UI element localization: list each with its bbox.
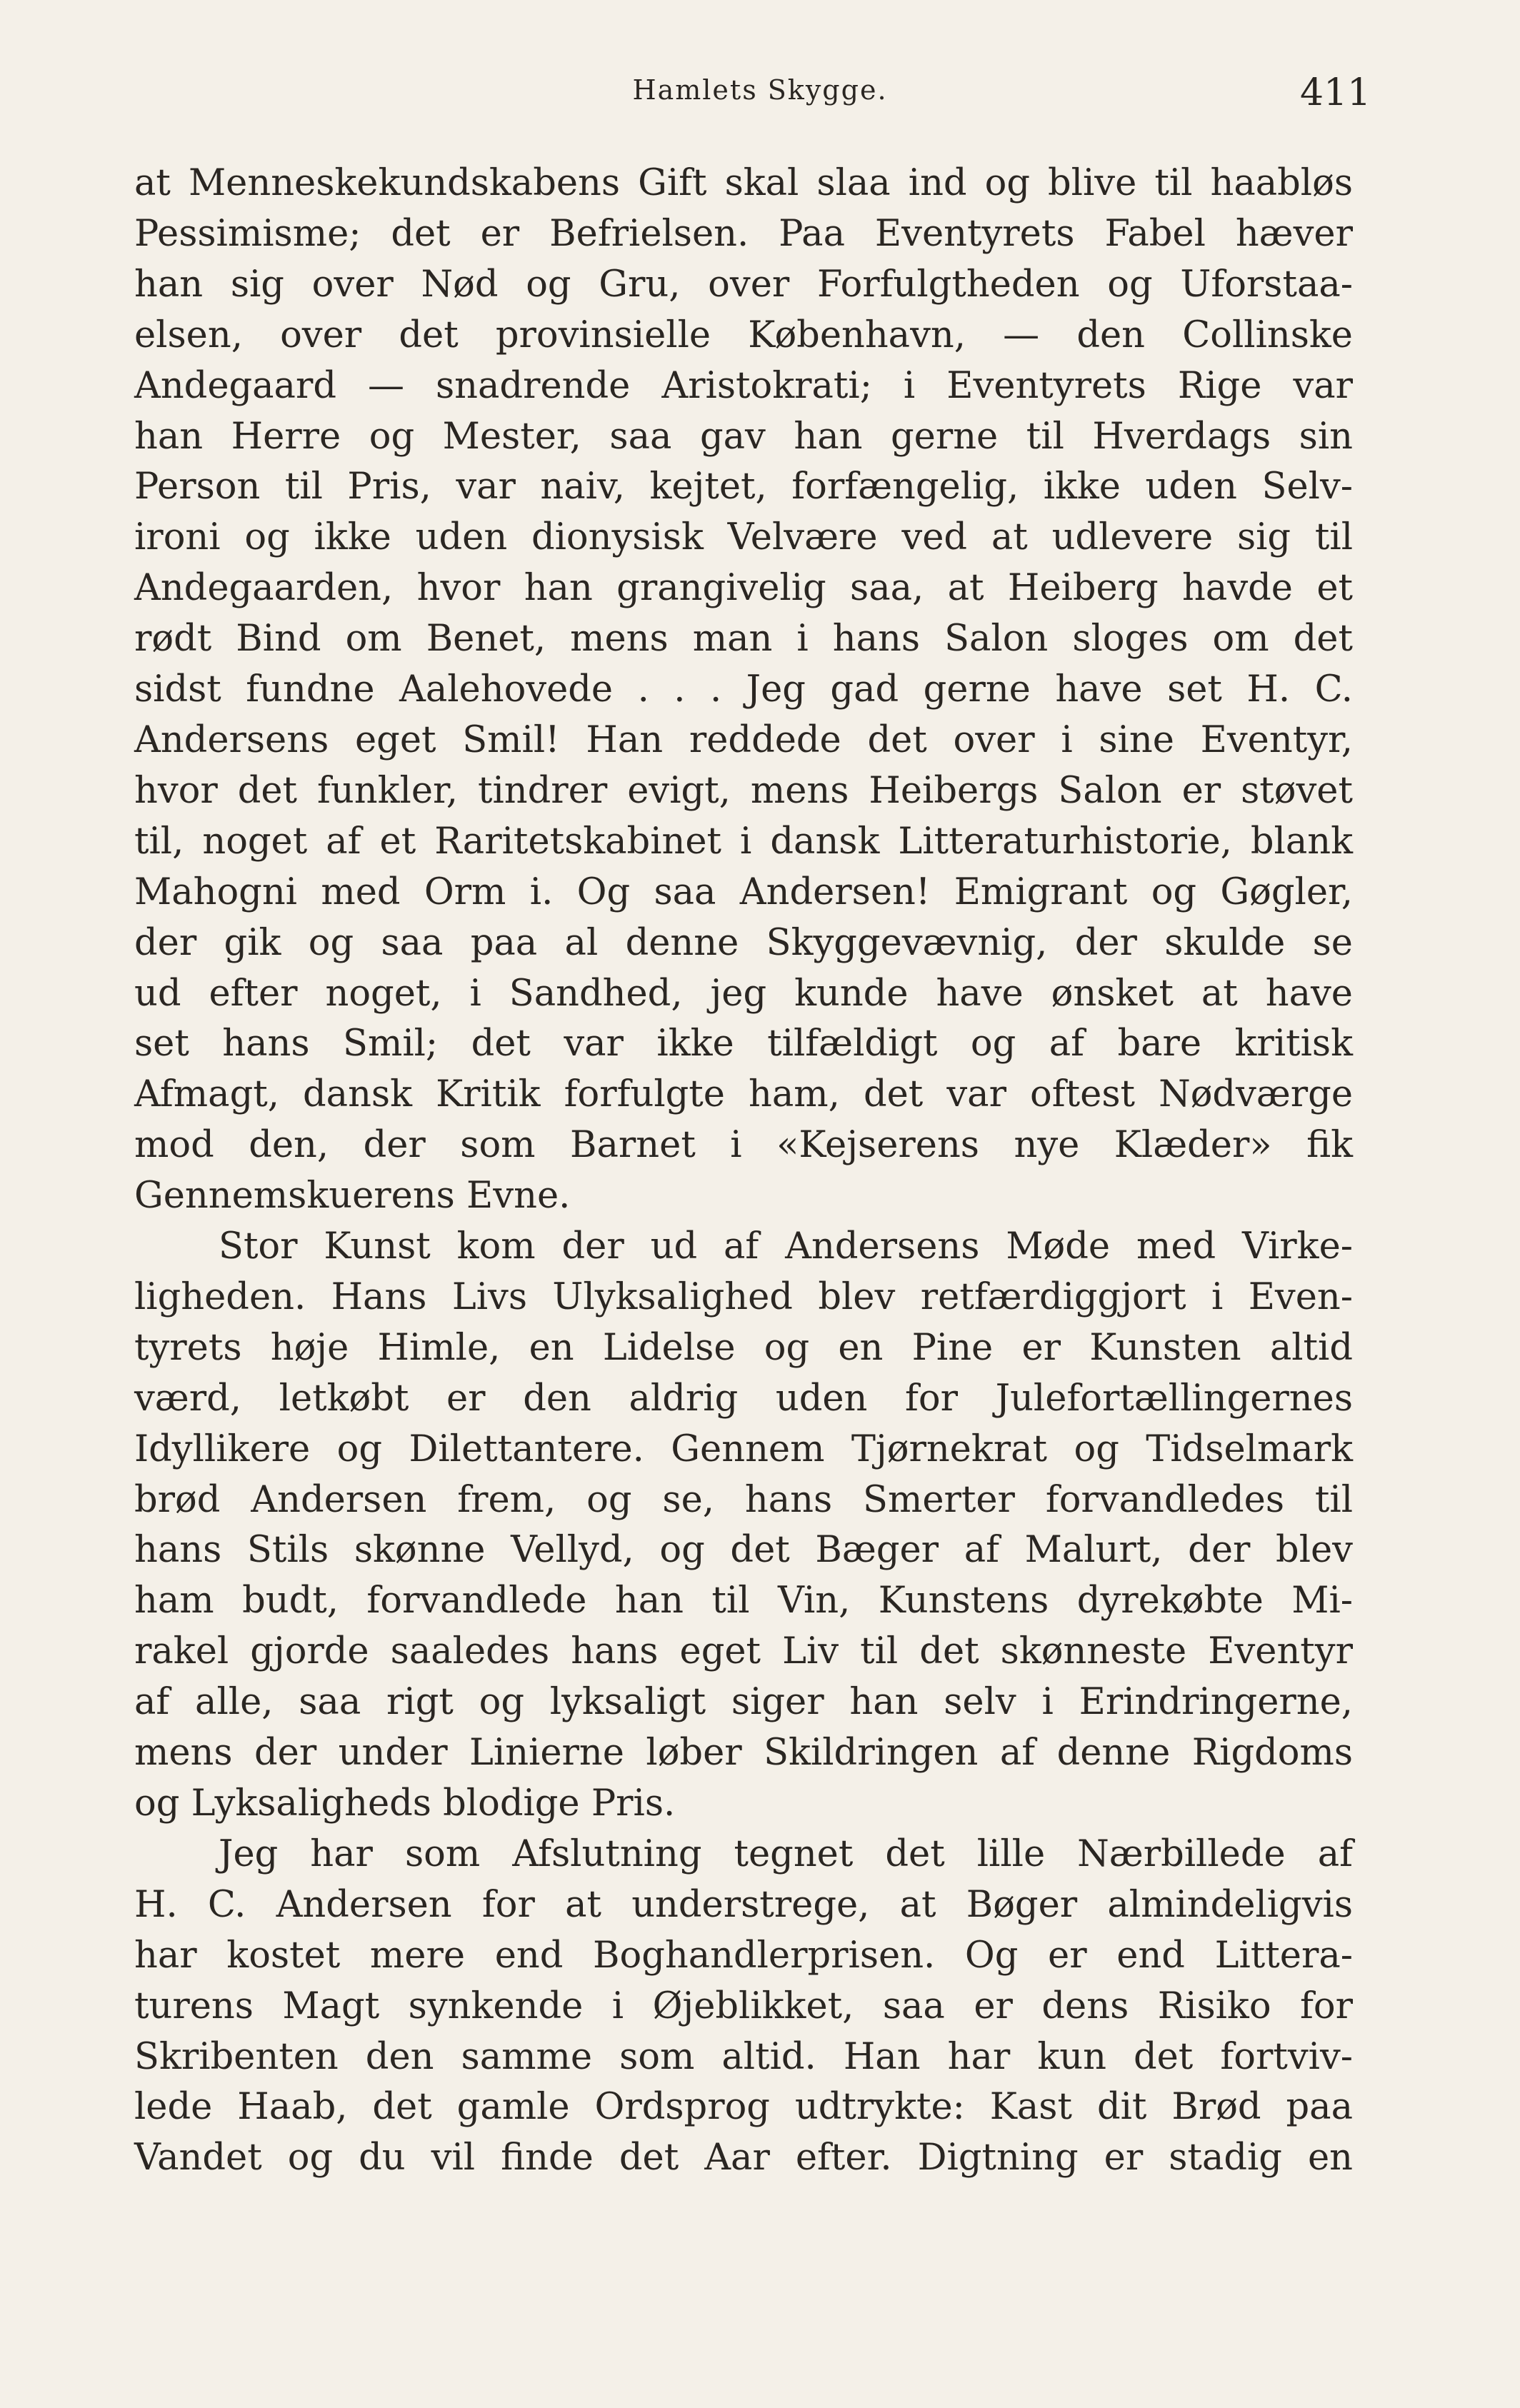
text-line: H. C. Andersen for at understrege, at Bøger almindeligvis xyxy=(134,1883,1353,1926)
text-line: Stor Kunst kom der ud af Andersens Møde med Virke- xyxy=(219,1225,1353,1268)
text-line: har kostet mere end Boghandlerprisen. Og er end Littera- xyxy=(134,1934,1353,1977)
running-title: Hamlets Skygge. xyxy=(632,74,888,106)
text-line: mod den, der som Barnet i «Kejserens nye Klæder» fik xyxy=(134,1124,1353,1167)
text-line: rakel gjorde saaledes hans eget Liv til det skønneste Eventyr xyxy=(134,1630,1353,1673)
text-line: han sig over Nød og Gru, over Forfulgtheden og Uforstaa- xyxy=(134,263,1353,306)
text-line: Jeg har som Afslutning tegnet det lille Nærbillede af xyxy=(219,1832,1353,1875)
text-line: Mahogni med Orm i. Og saa Andersen! Emigrant og Gøgler, xyxy=(134,871,1353,913)
text-line: og Lyksaligheds blodige Pris. xyxy=(134,1782,676,1825)
text-line: mens der under Linierne løber Skildringen af denne Rigdoms xyxy=(134,1732,1353,1775)
text-line: lede Haab, det gamle Ordsprog udtrykte: Kast dit Brød paa xyxy=(134,2086,1353,2129)
text-line: at Menneskekundskabens Gift skal slaa ind og blive til haabløs xyxy=(134,162,1353,204)
text-line: af alle, saa rigt og lyksaligt siger han selv i Erindringerne, xyxy=(134,1681,1353,1724)
text-line: hvor det funkler, tindrer evigt, mens Heibergs Salon er støvet xyxy=(134,769,1353,812)
text-line: brød Andersen frem, og se, hans Smerter forvandledes til xyxy=(134,1478,1353,1521)
text-line: ud efter noget, i Sandhed, jeg kunde have ønsket at have xyxy=(134,972,1353,1015)
page-number: 411 xyxy=(1300,71,1371,114)
text-line: Andegaard — snadrende Aristokrati; i Eventyrets Rige var xyxy=(134,364,1353,407)
text-line: turens Magt synkende i Øjeblikket, saa er dens Risiko for xyxy=(134,1985,1353,2027)
text-line: sidst fundne Aalehovede . . . Jeg gad gerne have set H. C. xyxy=(134,668,1353,711)
text-line: set hans Smil; det var ikke tilfældigt og af bare kritisk xyxy=(134,1023,1353,1065)
text-line: værd, letkøbt er den aldrig uden for Julefortællingernes xyxy=(134,1377,1353,1420)
text-line: Andersens eget Smil! Han reddede det over i sine Eventyr, xyxy=(134,718,1353,761)
text-line: Vandet og du vil finde det Aar efter. Digtning er stadig en xyxy=(134,2137,1353,2179)
text-line: rødt Bind om Benet, mens man i hans Salon sloges om det xyxy=(134,618,1353,661)
text-line: Pessimisme; det er Befrielsen. Paa Eventyrets Fabel hæver xyxy=(134,212,1353,255)
text-line: der gik og saa paa al denne Skyggevævnig, der skulde se xyxy=(134,921,1353,964)
text-line: Andegaarden, hvor han grangivelig saa, at Heiberg havde et xyxy=(134,567,1353,610)
text-line: Skribenten den samme som altid. Han har kun det fortviv- xyxy=(134,2035,1353,2078)
text-line: ligheden. Hans Livs Ulyksalighed blev retfærdiggjort i Even- xyxy=(134,1275,1353,1318)
text-line: til, noget af et Raritetskabinet i dansk Litteraturhistorie, blank xyxy=(134,820,1353,863)
text-line: han Herre og Mester, saa gav han gerne til Hverdags sin xyxy=(134,415,1353,458)
text-line: ironi og ikke uden dionysisk Velvære ved at udlevere sig til xyxy=(134,516,1353,559)
body-text xyxy=(134,159,1353,2184)
text-line: hans Stils skønne Vellyd, og det Bæger af Malurt, der blev xyxy=(134,1529,1353,1572)
text-line: Gennemskuerens Evne. xyxy=(134,1175,571,1218)
text-line: Idyllikere og Dilettantere. Gennem Tjørnekrat og Tidselmark xyxy=(134,1428,1353,1470)
text-line: elsen, over det provinsielle København, — den Collinske xyxy=(134,313,1353,356)
text-line: tyrets høje Himle, en Lidelse og en Pine er Kunsten altid xyxy=(134,1326,1353,1369)
text-line: Person til Pris, var naiv, kejtet, forfængelig, ikke uden Selv- xyxy=(134,466,1353,508)
text-line: Afmagt, dansk Kritik forfulgte ham, det var oftest Nødværge xyxy=(134,1073,1353,1116)
text-line: ham budt, forvandlede han til Vin, Kunstens dyrekøbte Mi- xyxy=(134,1580,1353,1622)
